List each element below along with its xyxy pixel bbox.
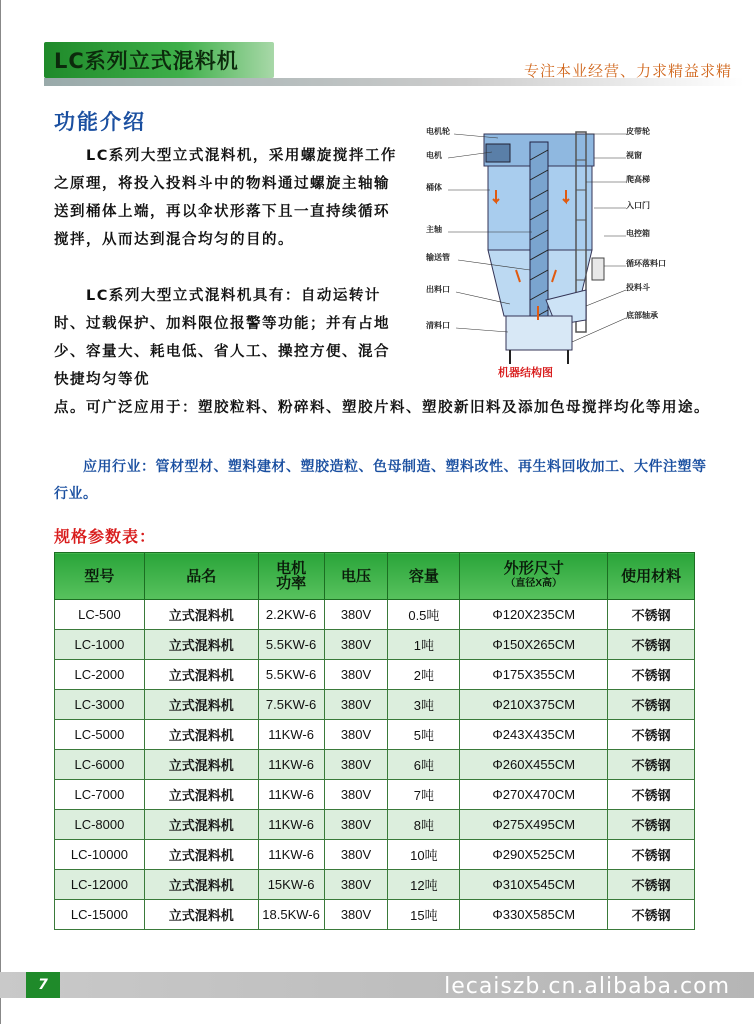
table-cell-mat: 不锈钢 (608, 840, 695, 870)
page-number: 7 (26, 972, 60, 998)
header-capacity: 容量 (388, 553, 460, 600)
label-conveyor-pipe: 输送管 (426, 253, 450, 262)
table-cell-size: Φ150X265CM (460, 630, 608, 660)
spec-table-body (55, 600, 695, 930)
label-motor: 电机 (426, 151, 442, 160)
table-cell-power: 11KW-6 (258, 750, 324, 780)
table-cell-model: LC-10000 (55, 840, 145, 870)
table-cell-mat: 不锈钢 (608, 870, 695, 900)
spec-heading: 规格参数表： (54, 527, 157, 546)
header-dimensions-text: 外形尺寸 (503, 560, 564, 577)
table-cell-power: 11KW-6 (258, 720, 324, 750)
table-cell-model: LC-8000 (55, 810, 145, 840)
table-cell-voltage: 380V (324, 780, 388, 810)
table-cell-power: 5.5KW-6 (258, 630, 324, 660)
table-cell-model: LC-500 (55, 600, 145, 630)
table-cell-name: 立式混料机 (144, 900, 258, 930)
table-cell-size: Φ210X375CM (460, 690, 608, 720)
table-cell-model: LC-1000 (55, 630, 145, 660)
table-cell-mat: 不锈钢 (608, 660, 695, 690)
intro-heading: 功能介绍 (54, 110, 146, 134)
label-entrance-door: 入口门 (626, 201, 650, 210)
table-row (55, 780, 695, 810)
table-row (55, 660, 695, 690)
table-row (55, 750, 695, 780)
header-motor-power-text: 电机 功率 (276, 560, 307, 592)
page-left-border (0, 0, 1, 1024)
table-cell-mat: 不锈钢 (608, 600, 695, 630)
application-text: 应用行业：管材型材、塑料建材、塑胶造粒、色母制造、塑料改性、再生料回收加工、大件注塑等行业。 (54, 459, 707, 502)
table-cell-name: 立式混料机 (144, 690, 258, 720)
table-cell-size: Φ270X470CM (460, 780, 608, 810)
table-cell-name: 立式混料机 (144, 660, 258, 690)
label-ladder: 爬高梯 (626, 175, 650, 184)
page-title: LC系列立式混料机 (54, 49, 239, 73)
header-dimensions-sub: （直径X高） (505, 578, 563, 589)
table-cell-name: 立式混料机 (144, 780, 258, 810)
table-cell-name: 立式混料机 (144, 840, 258, 870)
table-cell-voltage: 380V (324, 870, 388, 900)
diagram-caption: 机器结构图 (498, 366, 553, 379)
label-cleaning-port: 清料口 (426, 321, 450, 330)
table-cell-capacity: 0.5吨 (388, 600, 460, 630)
table-row (55, 690, 695, 720)
label-window: 视窗 (626, 151, 642, 160)
motor (486, 144, 510, 162)
table-cell-name: 立式混料机 (144, 870, 258, 900)
table-cell-mat: 不锈钢 (608, 690, 695, 720)
table-cell-power: 5.5KW-6 (258, 660, 324, 690)
table-cell-name: 立式混料机 (144, 720, 258, 750)
table-cell-voltage: 380V (324, 690, 388, 720)
header-product-name: 品名 (144, 553, 258, 600)
table-row (55, 870, 695, 900)
label-drum: 桶体 (426, 183, 442, 192)
table-row (55, 810, 695, 840)
machine-diagram-svg (426, 120, 736, 384)
slogan: 专注本业经营、力求精益求精 (523, 62, 732, 80)
table-cell-model: LC-6000 (55, 750, 145, 780)
table-cell-voltage: 380V (324, 630, 388, 660)
label-main-shaft: 主轴 (426, 225, 442, 234)
table-cell-capacity: 1吨 (388, 630, 460, 660)
table-cell-capacity: 3吨 (388, 690, 460, 720)
table-row (55, 840, 695, 870)
header-dimensions (460, 553, 608, 600)
table-cell-capacity: 10吨 (388, 840, 460, 870)
table-cell-model: LC-7000 (55, 780, 145, 810)
table-cell-size: Φ243X435CM (460, 720, 608, 750)
header-motor-power (258, 553, 324, 600)
table-cell-size: Φ260X455CM (460, 750, 608, 780)
table-cell-name: 立式混料机 (144, 600, 258, 630)
table-cell-model: LC-3000 (55, 690, 145, 720)
table-cell-voltage: 380V (324, 660, 388, 690)
table-row (55, 600, 695, 630)
table-cell-size: Φ175X355CM (460, 660, 608, 690)
intro-paragraph-2b: 点。可广泛应用于：塑胶粒料、粉碎料、塑胶片料、塑胶新旧料及添加色母搅拌均化等用途。 (54, 400, 710, 416)
table-row (55, 900, 695, 930)
table-cell-name: 立式混料机 (144, 810, 258, 840)
table-cell-size: Φ290X525CM (460, 840, 608, 870)
table-cell-voltage: 380V (324, 900, 388, 930)
table-cell-capacity: 6吨 (388, 750, 460, 780)
watermark: lecaiszb.cn.alibaba.com (444, 974, 730, 999)
table-cell-power: 18.5KW-6 (258, 900, 324, 930)
table-cell-mat: 不锈钢 (608, 630, 695, 660)
table-cell-mat: 不锈钢 (608, 720, 695, 750)
label-bottom-bearing: 底部轴承 (626, 311, 658, 320)
table-cell-model: LC-15000 (55, 900, 145, 930)
leader-line (572, 318, 626, 342)
drum-base (506, 316, 572, 350)
table-cell-name: 立式混料机 (144, 750, 258, 780)
table-cell-size: Φ120X235CM (460, 600, 608, 630)
table-cell-mat: 不锈钢 (608, 780, 695, 810)
table-cell-mat: 不锈钢 (608, 810, 695, 840)
table-cell-mat: 不锈钢 (608, 900, 695, 930)
intro-paragraph-2a: LC系列大型立式混料机具有：自动运转计时、过载保护、加料限位报警等功能；并有占地少、容量大、耗电低、省人工、操控方便、混合快捷均匀等优 (54, 288, 390, 388)
label-discharge: 出料口 (426, 285, 450, 294)
table-cell-capacity: 5吨 (388, 720, 460, 750)
table-cell-size: Φ330X585CM (460, 900, 608, 930)
table-cell-capacity: 12吨 (388, 870, 460, 900)
table-cell-voltage: 380V (324, 810, 388, 840)
label-control-box: 电控箱 (626, 229, 650, 238)
spec-header-row (55, 553, 695, 600)
table-cell-size: Φ275X495CM (460, 810, 608, 840)
table-cell-name: 立式混料机 (144, 630, 258, 660)
table-cell-model: LC-2000 (55, 660, 145, 690)
machine-diagram (426, 120, 736, 384)
table-cell-power: 11KW-6 (258, 780, 324, 810)
table-cell-power: 11KW-6 (258, 810, 324, 840)
table-cell-size: Φ310X545CM (460, 870, 608, 900)
table-cell-capacity: 8吨 (388, 810, 460, 840)
table-cell-voltage: 380V (324, 840, 388, 870)
table-cell-mat: 不锈钢 (608, 750, 695, 780)
label-recirculation: 循环落料口 (626, 259, 666, 268)
header-voltage: 电压 (324, 553, 388, 600)
table-cell-capacity: 2吨 (388, 660, 460, 690)
label-hopper: 投料斗 (626, 283, 650, 292)
table-cell-capacity: 15吨 (388, 900, 460, 930)
table-row (55, 720, 695, 750)
table-cell-voltage: 380V (324, 750, 388, 780)
table-cell-voltage: 380V (324, 600, 388, 630)
table-cell-model: LC-12000 (55, 870, 145, 900)
leader-line (586, 290, 626, 306)
control-box (592, 258, 604, 280)
table-cell-capacity: 7吨 (388, 780, 460, 810)
table-cell-power: 2.2KW-6 (258, 600, 324, 630)
table-cell-power: 15KW-6 (258, 870, 324, 900)
table-cell-power: 11KW-6 (258, 840, 324, 870)
label-motor-pulley: 电机轮 (426, 127, 450, 136)
table-cell-voltage: 380V (324, 720, 388, 750)
header-model: 型号 (55, 553, 145, 600)
table-cell-power: 7.5KW-6 (258, 690, 324, 720)
leader-line (456, 328, 508, 332)
label-belt-pulley: 皮带轮 (626, 127, 650, 136)
intro-paragraph-1: LC系列大型立式混料机，采用螺旋搅拌工作之原理，将投入投料斗中的物料通过螺旋主轴输送到桶体上端，再以伞状形落下且一直持续循环搅拌，从而达到混合均匀的目的。 (54, 148, 397, 248)
table-row (55, 630, 695, 660)
header-material: 使用材料 (608, 553, 695, 600)
spec-table (54, 552, 695, 930)
table-cell-model: LC-5000 (55, 720, 145, 750)
